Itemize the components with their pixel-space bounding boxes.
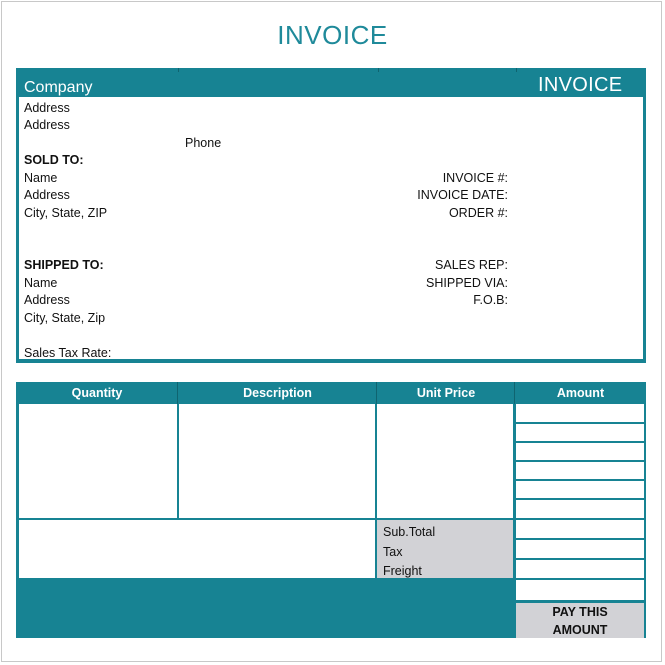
- quantity-cell[interactable]: [19, 404, 177, 518]
- tax-label: Tax: [383, 545, 403, 559]
- sold-to-address: Address: [24, 188, 70, 202]
- invoice-heading: INVOICE: [538, 74, 623, 96]
- header-body: [19, 97, 643, 359]
- description-cell[interactable]: [179, 404, 375, 518]
- notes-area[interactable]: [19, 520, 375, 578]
- amount-label: AMOUNT: [552, 623, 608, 637]
- divider-tick: [178, 68, 179, 72]
- unit-price-cell[interactable]: [377, 404, 513, 518]
- company-address-1: Address: [24, 101, 70, 115]
- sold-to-name: Name: [24, 171, 58, 185]
- column-header-description: Description: [243, 386, 312, 400]
- shipped-to-address: Address: [24, 293, 70, 307]
- amount-cell[interactable]: [516, 481, 644, 498]
- shipped-to-city: City, State, Zip: [24, 311, 106, 325]
- fob-label: F.O.B:: [473, 293, 508, 307]
- pay-this-label: PAY THIS: [552, 605, 608, 619]
- tax-amount[interactable]: [516, 540, 644, 558]
- freight-label: Freight: [383, 564, 422, 578]
- invoice-date-label: INVOICE DATE:: [417, 188, 508, 202]
- shipped-to-name: Name: [24, 276, 58, 290]
- shipped-via-label: SHIPPED VIA:: [426, 276, 508, 290]
- amount-cell[interactable]: [516, 424, 644, 441]
- shipped-to-heading: SHIPPED TO:: [24, 258, 104, 272]
- page-title: INVOICE: [277, 20, 388, 50]
- order-number-label: ORDER #:: [448, 206, 508, 220]
- column-header-unit-price: Unit Price: [416, 386, 476, 400]
- column-header-quantity: Quantity: [71, 386, 123, 400]
- amount-cell[interactable]: [516, 462, 644, 479]
- subtotal-label: Sub.Total: [383, 525, 436, 539]
- divider-tick: [516, 68, 517, 72]
- freight-amount[interactable]: [516, 560, 644, 578]
- subtotal-amount[interactable]: [516, 520, 644, 538]
- column-header-amount: Amount: [556, 386, 605, 400]
- total-amount[interactable]: [516, 580, 644, 600]
- amount-cell[interactable]: [516, 500, 644, 518]
- amount-cell[interactable]: [516, 404, 644, 422]
- sold-to-city: City, State, ZIP: [24, 206, 108, 220]
- company-address-2: Address: [24, 118, 70, 132]
- invoice-number-label: INVOICE #:: [442, 171, 508, 185]
- sold-to-heading: SOLD TO:: [24, 153, 84, 167]
- company-phone: Phone: [185, 136, 222, 150]
- company-name: Company: [24, 79, 93, 96]
- sales-tax-rate-label: Sales Tax Rate:: [24, 346, 112, 360]
- divider-tick: [378, 68, 379, 72]
- amount-cell[interactable]: [516, 443, 644, 460]
- sales-rep-label: SALES REP:: [435, 258, 508, 272]
